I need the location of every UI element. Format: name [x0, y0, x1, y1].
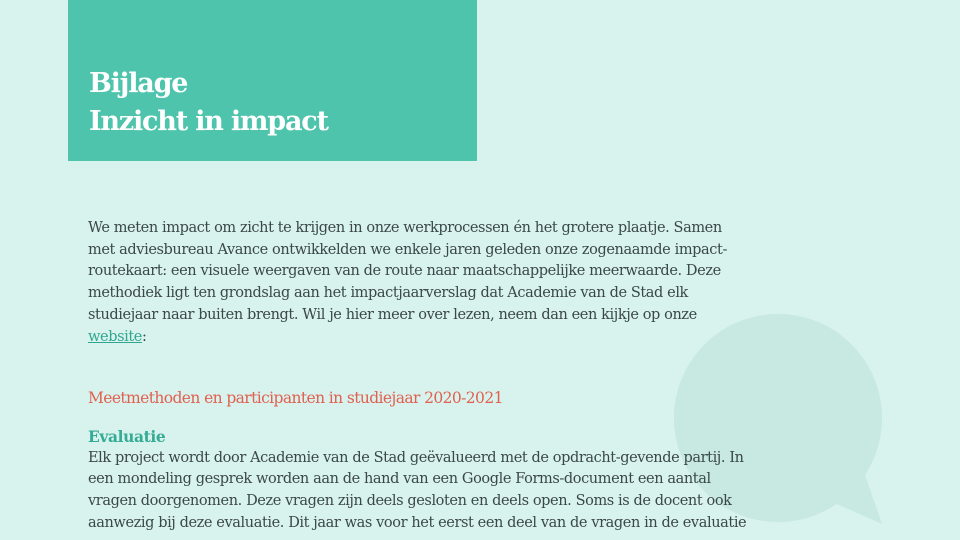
subsection-heading-evaluatie: Evaluatie: [88, 427, 166, 446]
intro-line: We meten impact om zicht te krijgen in onze werkprocessen én het grotere plaatje. Samen: [88, 220, 722, 236]
evaluation-section: [88, 426, 746, 535]
intro-line: met adviesbureau Avance ontwikkelden we enkele jaren geleden onze zogenaamde impact-: [88, 241, 727, 258]
intro-line: methodiek ligt ten grondslag aan het impactjaarverslag dat Academie van de Stad elk: [88, 285, 688, 302]
body-line: Elk project wordt door Academie van de Stad geëvalueerd met de opdracht-gevende partij. In: [88, 449, 744, 466]
title-block: [68, 0, 477, 161]
intro-link-line: [88, 327, 727, 349]
body-line: vragen doorgenomen. Deze vragen zijn deels gesloten en deels open. Soms is de docent ook: [88, 493, 732, 510]
intro-line: routekaart: een visuele weergaven van de route naar maatschappelijke meerwaarde. Deze: [88, 263, 721, 280]
intro-line: studiejaar naar buiten brengt. Wil je hier meer over lezen, neem dan een kijkje op onze: [88, 306, 697, 323]
page-title-line-2: Inzicht in impact: [89, 106, 328, 137]
body-line: een mondeling gesprek worden aan de hand van een Google Forms-document een aantal: [88, 471, 711, 488]
body-line: aanwezig bij deze evaluatie. Dit jaar was voor het eerst een deel van de vragen in de evaluatie: [88, 514, 747, 531]
website-link[interactable]: website: [88, 328, 142, 345]
link-suffix-colon: :: [141, 328, 147, 345]
page-title-line-1: Bijlage: [89, 68, 188, 99]
section-heading: Meetmethoden en participanten in studiejaar 2020-2021: [88, 389, 503, 407]
page-title: [89, 65, 328, 141]
intro-paragraph: [88, 218, 727, 348]
